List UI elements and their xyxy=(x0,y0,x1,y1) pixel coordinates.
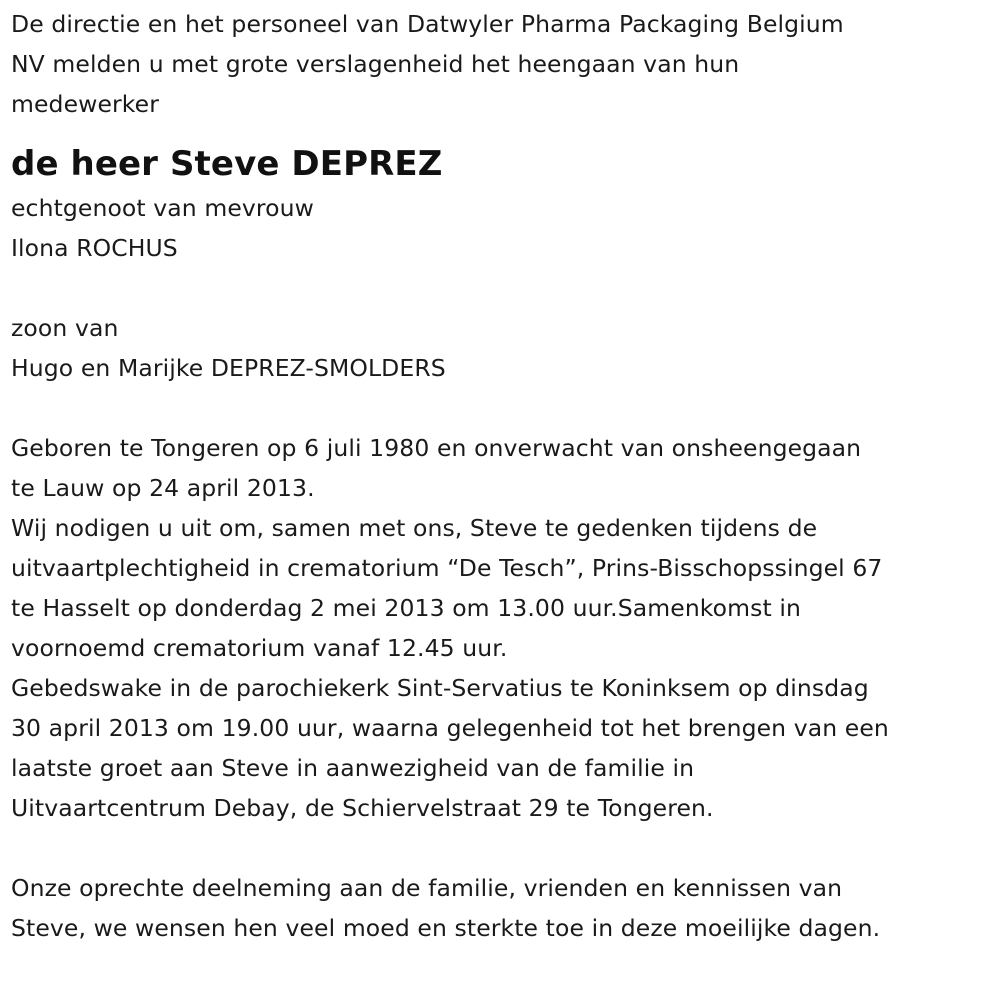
deceased-name: de heer Steve DEPREZ xyxy=(11,144,443,184)
details-line: Gebedswake in de parochiekerk Sint-Servatius te Koninksem op dinsdag xyxy=(11,674,869,702)
details-line: voornoemd crematorium vanaf 12.45 uur. xyxy=(11,634,508,662)
intro-line: NV melden u met grote verslagenheid het heengaan van hun xyxy=(11,50,740,78)
details-line: Geboren te Tongeren op 6 juli 1980 en onverwacht van onsheengegaan xyxy=(11,434,862,462)
details-line: uitvaartplechtigheid in crematorium “De Tesch”, Prins-Bisschopssingel 67 xyxy=(11,554,883,582)
parents-relation: zoon van xyxy=(11,314,119,342)
closing-line: Steve, we wensen hen veel moed en sterkte toe in deze moeilijke dagen. xyxy=(11,914,881,942)
details-line: te Hasselt op donderdag 2 mei 2013 om 13.00 uur.Samenkomst in xyxy=(11,594,801,622)
closing-paragraph xyxy=(11,868,996,948)
spacer xyxy=(11,388,996,428)
spouse-relation: echtgenoot van mevrouw xyxy=(11,194,314,222)
intro-line: medewerker xyxy=(11,90,159,118)
obituary-notice xyxy=(11,4,996,948)
details-paragraph xyxy=(11,428,996,828)
details-line: Wij nodigen u uit om, samen met ons, Steve te gedenken tijdens de xyxy=(11,514,818,542)
details-line: te Lauw op 24 april 2013. xyxy=(11,474,315,502)
intro-line: De directie en het personeel van Datwyler Pharma Packaging Belgium xyxy=(11,10,844,38)
details-line: Uitvaartcentrum Debay, de Schiervelstraat 29 te Tongeren. xyxy=(11,794,714,822)
spacer xyxy=(11,828,996,868)
spacer xyxy=(11,268,996,308)
intro-paragraph xyxy=(11,4,996,124)
spouse-name: Ilona ROCHUS xyxy=(11,234,178,262)
parents-names: Hugo en Marijke DEPREZ-SMOLDERS xyxy=(11,354,446,382)
details-line: 30 april 2013 om 19.00 uur, waarna gelegenheid tot het brengen van een xyxy=(11,714,889,742)
closing-line: Onze oprechte deelneming aan de familie, vrienden en kennissen van xyxy=(11,874,843,902)
details-line: laatste groet aan Steve in aanwezigheid van de familie in xyxy=(11,754,695,782)
